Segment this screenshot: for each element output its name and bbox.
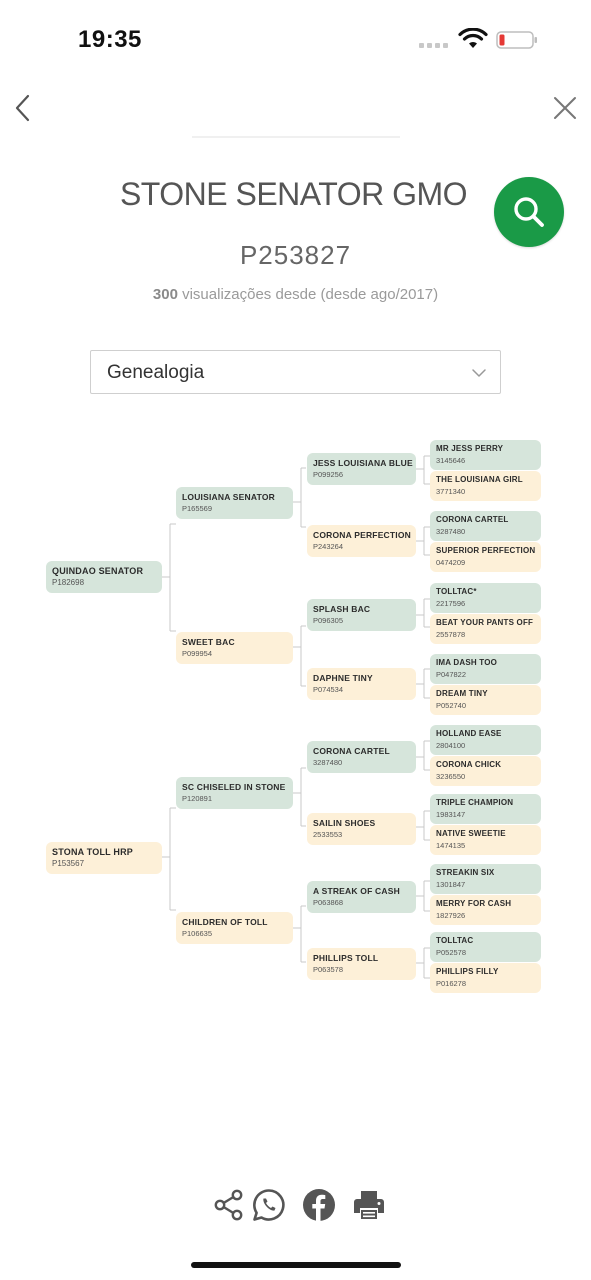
- pedigree-node-dd[interactable]: [176, 912, 293, 944]
- node-reg: 3236550: [436, 772, 466, 781]
- node-name: MR JESS PERRY: [436, 444, 504, 453]
- pedigree-node-g4[interactable]: [430, 614, 541, 644]
- node-reg: 0474209: [436, 558, 466, 567]
- pedigree-node-g4[interactable]: [430, 654, 541, 684]
- wifi-icon: [458, 28, 488, 50]
- node-reg: P052578: [436, 948, 467, 957]
- views-info: [0, 286, 591, 303]
- status-time: 19:35: [78, 26, 142, 53]
- node-reg: 3145646: [436, 456, 466, 465]
- node-reg: P243264: [313, 542, 344, 551]
- node-name: DREAM TINY: [436, 689, 488, 698]
- pedigree-node-g4[interactable]: [430, 725, 541, 755]
- node-reg: P120891: [182, 794, 213, 803]
- chevron-left-icon[interactable]: [12, 92, 36, 124]
- view-selector[interactable]: [90, 350, 501, 394]
- node-name: SAILIN SHOES: [313, 818, 376, 828]
- node-reg: 1474135: [436, 841, 466, 850]
- pedigree-node-g4[interactable]: [430, 794, 541, 824]
- pedigree-node-g4[interactable]: [430, 511, 541, 541]
- node-name: PHILLIPS TOLL: [313, 953, 379, 963]
- node-name: BEAT YOUR PANTS OFF: [436, 618, 534, 627]
- pedigree-node-sss[interactable]: [307, 453, 416, 485]
- node-reg: P106635: [182, 929, 213, 938]
- node-reg: P096305: [313, 616, 344, 625]
- node-name: DAPHNE TINY: [313, 673, 373, 683]
- node-name: SC CHISELED IN STONE: [182, 782, 286, 792]
- views-since: (desde ago/2017): [320, 286, 439, 303]
- pedigree-node-ddd[interactable]: [307, 948, 416, 980]
- views-count: 300: [152, 286, 178, 303]
- battery-icon: [496, 30, 538, 50]
- search-button[interactable]: [494, 177, 564, 247]
- node-reg: 2533553: [313, 830, 343, 839]
- node-reg: 3771340: [436, 487, 466, 496]
- close-icon[interactable]: [552, 95, 578, 121]
- share-icon[interactable]: [212, 1188, 246, 1222]
- node-name: SPLASH BAC: [313, 604, 371, 614]
- node-name: CORONA CARTEL: [436, 515, 509, 524]
- node-name: TOLLTAC*: [436, 587, 477, 596]
- node-reg: 3287480: [436, 527, 466, 536]
- node-reg: 3287480: [313, 758, 343, 767]
- search-icon: [512, 195, 546, 229]
- pedigree-node-dss[interactable]: [307, 741, 416, 773]
- facebook-icon[interactable]: [302, 1188, 336, 1222]
- node-name: SWEET BAC: [182, 637, 235, 647]
- node-name: NATIVE SWEETIE: [436, 829, 506, 838]
- pedigree-node-dds[interactable]: [307, 881, 416, 913]
- pedigree-node-g4[interactable]: [430, 825, 541, 855]
- pedigree-node-dam[interactable]: [46, 842, 162, 874]
- pedigree-node-g4[interactable]: [430, 471, 541, 501]
- chevron-down-icon: [471, 367, 487, 379]
- views-text: visualizações desde: [182, 286, 317, 303]
- pedigree-node-g4[interactable]: [430, 685, 541, 715]
- node-name: STREAKIN SIX: [436, 868, 495, 877]
- pedigree-node-ds[interactable]: [176, 777, 293, 809]
- node-name: LOUISIANA SENATOR: [182, 492, 275, 502]
- view-selector-value: Genealogia: [107, 362, 205, 383]
- print-icon[interactable]: [352, 1188, 386, 1222]
- node-name: TRIPLE CHAMPION: [436, 798, 514, 807]
- node-reg: 2557878: [436, 630, 466, 639]
- node-reg: P165569: [182, 504, 213, 513]
- node-reg: 1301847: [436, 880, 466, 889]
- node-name: TOLLTAC: [436, 936, 474, 945]
- node-name: CHILDREN OF TOLL: [182, 917, 268, 927]
- node-reg: P063868: [313, 898, 344, 907]
- pedigree-node-g4[interactable]: [430, 440, 541, 470]
- pedigree-node-g4[interactable]: [430, 756, 541, 786]
- pedigree-node-ssd[interactable]: [307, 525, 416, 557]
- node-name: CORONA PERFECTION: [313, 530, 412, 540]
- node-name: QUINDAO SENATOR: [52, 566, 144, 576]
- pedigree-node-dsd[interactable]: [307, 813, 416, 845]
- share-actions: [212, 1188, 388, 1224]
- node-reg: P074534: [313, 685, 344, 694]
- node-reg: P016278: [436, 979, 467, 988]
- pedigree-node-g4[interactable]: [430, 932, 541, 962]
- node-reg: 2217596: [436, 599, 466, 608]
- node-name: MERRY FOR CASH: [436, 899, 512, 908]
- node-name: IMA DASH TOO: [436, 658, 498, 667]
- node-reg: P182698: [52, 578, 85, 587]
- horse-name: STONE SENATOR GMO: [119, 176, 468, 212]
- divider: [192, 136, 400, 138]
- home-indicator: [191, 1262, 401, 1268]
- node-reg: P099256: [313, 470, 344, 479]
- node-reg: P099954: [182, 649, 213, 658]
- horse-registration: P253827: [239, 240, 352, 270]
- node-reg: 2804100: [436, 741, 466, 750]
- node-name: JESS LOUISIANA BLUE: [313, 458, 413, 468]
- pedigree-node-sire[interactable]: [46, 561, 162, 593]
- node-name: A STREAK OF CASH: [313, 886, 400, 896]
- node-name: PHILLIPS FILLY: [436, 967, 499, 976]
- node-name: STONA TOLL HRP: [52, 847, 133, 857]
- node-reg: P047822: [436, 670, 467, 679]
- node-reg: P052740: [436, 701, 467, 710]
- node-name: CORONA CHICK: [436, 760, 502, 769]
- signal-icon: [419, 43, 451, 49]
- pedigree-node-g4[interactable]: [430, 542, 541, 572]
- pedigree-node-g4[interactable]: [430, 864, 541, 894]
- node-name: HOLLAND EASE: [436, 729, 502, 738]
- pedigree-node-g4[interactable]: [430, 895, 541, 925]
- pedigree-node-g4[interactable]: [430, 583, 541, 613]
- pedigree-node-sdd[interactable]: [307, 668, 416, 700]
- pedigree-node-g4[interactable]: [430, 963, 541, 993]
- node-reg: 1983147: [436, 810, 466, 819]
- pedigree-node-sd[interactable]: [176, 632, 293, 664]
- pedigree-node-ss[interactable]: [176, 487, 293, 519]
- node-reg: P063578: [313, 965, 344, 974]
- pedigree-node-sds[interactable]: [307, 599, 416, 631]
- node-reg: 1827926: [436, 911, 466, 920]
- node-name: THE LOUISIANA GIRL: [436, 475, 523, 484]
- node-name: SUPERIOR PERFECTION: [436, 546, 536, 555]
- node-name: CORONA CARTEL: [313, 746, 390, 756]
- whatsapp-icon[interactable]: [252, 1188, 286, 1222]
- node-reg: P153567: [52, 859, 85, 868]
